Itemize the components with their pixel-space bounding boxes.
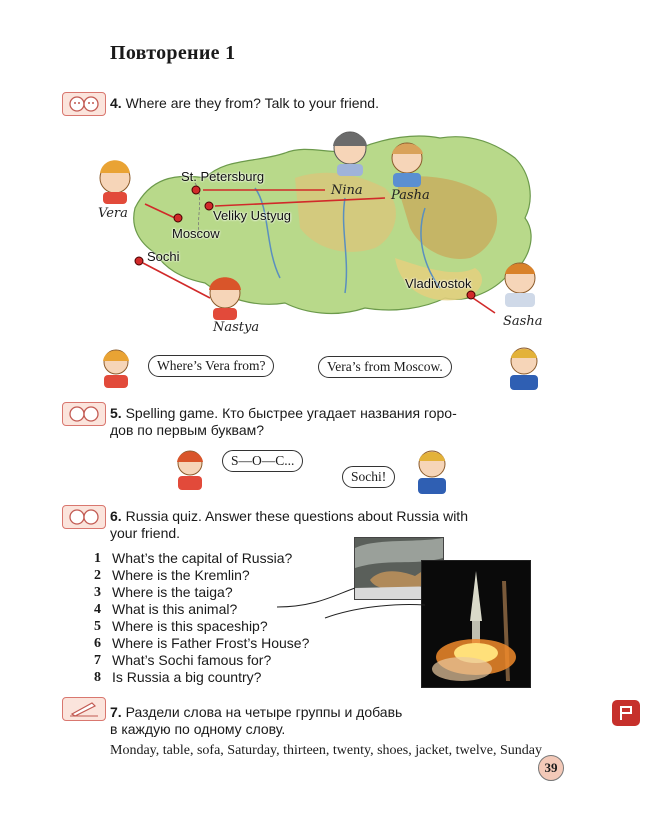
pair-work-icon	[62, 92, 106, 116]
pair-work-icon-ex5	[62, 402, 106, 426]
ex7-number: 7.	[110, 704, 122, 720]
ex5-line1: Spelling game. Кто быстрее угадает названия горо-	[125, 405, 457, 421]
photo-pointer-lines	[275, 585, 435, 620]
ex6-number: 6.	[110, 508, 122, 524]
city-dot-st-petersburg	[192, 186, 200, 194]
russia-map	[95, 118, 555, 343]
boy-avatar-ex5	[412, 446, 452, 496]
quiz-question: 8 Is Russia a big country?	[94, 669, 262, 685]
name-label-nina: Nina	[331, 183, 363, 198]
ex7-line1: Раздели слова на четыре группы и добавь	[125, 704, 403, 720]
ex7-instruction	[110, 704, 542, 738]
city-dot-sochi	[135, 257, 143, 265]
ex4-instruction	[110, 95, 379, 112]
boy-avatar	[504, 343, 544, 391]
ex4-number: 4.	[110, 95, 122, 111]
quiz-question: 7 What’s Sochi famous for?	[94, 652, 272, 668]
name-label-vera: Vera	[98, 206, 128, 221]
name-label-sasha: Sasha	[503, 314, 543, 329]
ex6-instruction	[110, 508, 542, 542]
ex4-text: Where are they from? Talk to your friend.	[125, 95, 379, 111]
name-label-nastya: Nastya	[213, 320, 260, 335]
ex6-line2: your friend.	[110, 525, 181, 541]
quiz-question: 5 Where is this spaceship?	[94, 618, 268, 634]
city-dot-moscow	[174, 214, 182, 222]
pair-work-icon-ex6	[62, 505, 106, 529]
city-dot-vladivostok	[467, 291, 475, 299]
quiz-question: 2 Where is the Kremlin?	[94, 567, 250, 583]
ex4-question-bubble: Where’s Vera from?	[148, 355, 274, 377]
ex7-line2: в каждую по одному слову.	[110, 721, 286, 737]
quiz-question: 1 What’s the capital of Russia?	[94, 550, 293, 566]
city-dot-veliky-ustyug	[205, 202, 213, 210]
ex5-answer-bubble: Sochi!	[342, 466, 395, 488]
ex5-letters-bubble: S—O—C...	[222, 450, 303, 472]
russia-map-illustration	[95, 118, 555, 343]
city-label-moscow: Moscow	[172, 226, 220, 241]
spaceship-photo	[421, 560, 531, 688]
quiz-question: 3 Where is the taiga?	[94, 584, 233, 600]
quiz-question: 4 What is this animal?	[94, 601, 238, 617]
city-label-st-petersburg: St. Petersburg	[181, 169, 265, 184]
sasha-figure	[505, 263, 535, 307]
name-label-pasha: Pasha	[391, 188, 430, 203]
nastya-figure	[209, 277, 241, 320]
page-number: 39	[538, 755, 564, 781]
nina-figure	[333, 132, 367, 176]
ex5-instruction	[110, 405, 542, 439]
writing-icon	[62, 697, 106, 721]
city-label-sochi: Sochi	[147, 249, 180, 264]
pasha-figure	[392, 143, 423, 187]
vera-figure	[100, 160, 130, 204]
ex5-number: 5.	[110, 405, 122, 421]
girl-avatar	[98, 345, 134, 389]
ex7-word-list: Monday, table, sofa, Saturday, thirteen, twenty, shoes, jacket, twelve, Sunday	[110, 743, 542, 758]
ex6-line1: Russia quiz. Answer these questions about Russia with	[125, 508, 468, 524]
girl-avatar-ex5	[172, 446, 208, 492]
ex5-line2: дов по первым буквам?	[110, 422, 265, 438]
ex4-answer-bubble: Vera’s from Moscow.	[318, 356, 452, 378]
city-label-veliky-ustyug: Veliky Ustyug	[213, 208, 292, 223]
city-label-vladivostok: Vladivostok	[405, 276, 472, 291]
quiz-question: 6 Where is Father Frost’s House?	[94, 635, 310, 651]
flag-icon	[619, 705, 633, 721]
flag-button[interactable]	[612, 700, 640, 726]
page-title: Повторение 1	[110, 42, 236, 64]
